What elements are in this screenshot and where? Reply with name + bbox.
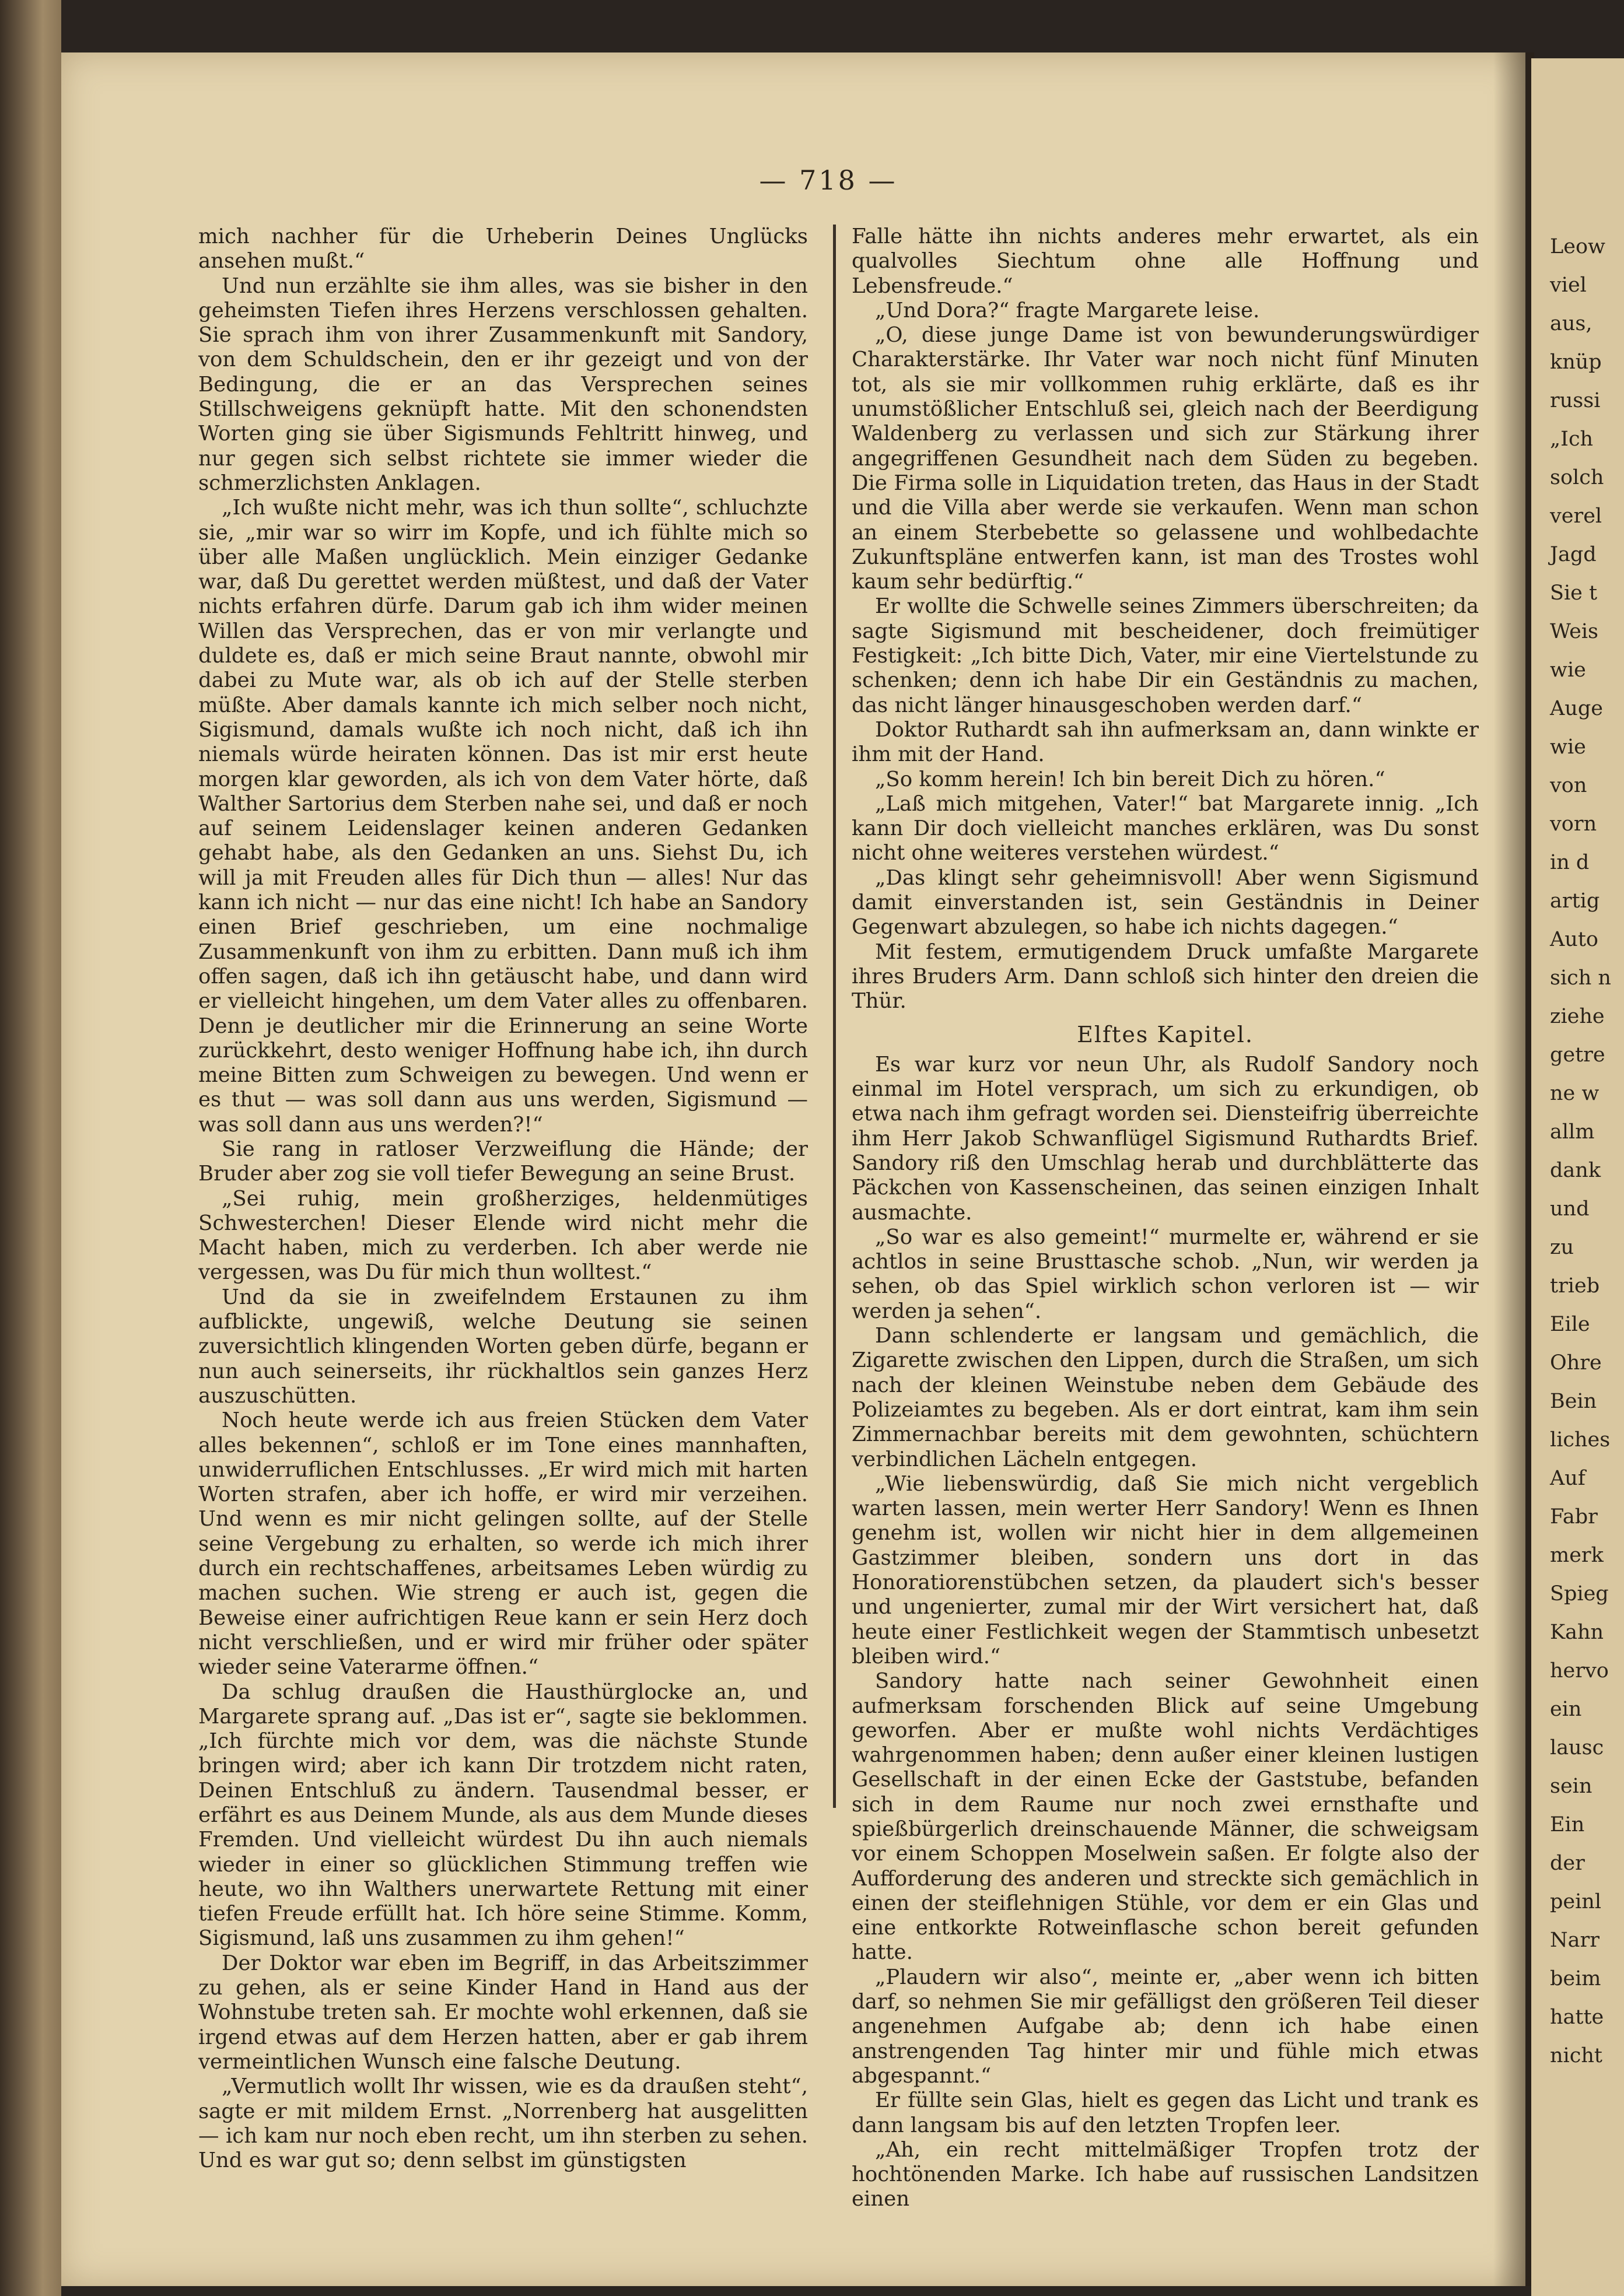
column-divider	[833, 225, 836, 1808]
adjacent-page-fragment: Bein	[1550, 1390, 1597, 1413]
adjacent-page-fragment: zu	[1550, 1236, 1574, 1259]
adjacent-page-fragment: Jagd	[1550, 543, 1597, 566]
adjacent-page-fragment: von	[1550, 774, 1587, 797]
adjacent-page-fragment: viel	[1550, 274, 1587, 297]
adjacent-page-fragment: allm	[1550, 1120, 1595, 1144]
adjacent-page-fragment: Auto	[1550, 928, 1598, 951]
adjacent-page-fragment: merk	[1550, 1544, 1604, 1567]
adjacent-page-fragment: Weis	[1550, 620, 1598, 643]
adjacent-page-fragment: sein	[1550, 1775, 1592, 1798]
paragraph: „Vermutlich wollt Ihr wissen, wie es da draußen steht“, sagte er mit mildem Ernst. „Norrenberg hat ausgelitten — ich kam nur noch eben recht, um ihn sterben zu sehen. Und es war gut so; denn selbst im günstigsten	[198, 2074, 808, 2173]
adjacent-page-fragment: liches	[1550, 1428, 1611, 1452]
right-text-column	[852, 225, 1479, 2212]
paragraph: „So komm herein! Ich bin bereit Dich zu hören.“	[875, 767, 1385, 791]
adjacent-page-fragment: lausc	[1550, 1736, 1604, 1759]
paragraph: „O, diese junge Dame ist von bewunderungswürdiger Charakterstärke. Ihr Vater war noch nicht fünf Minuten tot, als sie mir vollkommen ruhig erklärte, daß es ihr unumstößlicher Entschluß sei, gleich nach der Beerdigung Waldenberg zu verlassen und sich zur Stärkung ihrer angegriffenen Gesundheit nach dem Süden zu begeben. Die Firma solle in Liquidation treten, das Haus in der Stadt und die Villa aber werde sie verkaufen. Wenn man schon an einem Sterbebette so gelassene und wohlbedachte Zukunftspläne entwerfen kann, ist man des Trostes wohl kaum sehr bedürftig.“	[852, 323, 1479, 594]
paragraph: „Sei ruhig, mein großherziges, heldenmütiges Schwesterchen! Dieser Elende wird nicht mehr die Macht haben, mich zu verderben. Ich aber werde nie vergessen, was Du für mich thun wolltest.“	[198, 1186, 808, 1285]
adjacent-page-fragment: wie	[1550, 658, 1586, 682]
paragraph: Er füllte sein Glas, hielt es gegen das Licht und trank es dann langsam bis auf den letzten Tropfen leer.	[852, 2088, 1479, 2137]
adjacent-page-fragment: nicht	[1550, 2044, 1602, 2067]
adjacent-page-fragment: und	[1550, 1197, 1590, 1221]
adjacent-page-fragment: verel	[1550, 504, 1602, 528]
paragraph: Sie rang in ratloser Verzweiflung die Hände; der Bruder aber zog sie voll tiefer Bewegung an seine Brust.	[198, 1137, 808, 1186]
page-number: — 718 —	[759, 164, 898, 196]
paragraph: Er wollte die Schwelle seines Zimmers überschreiten; da sagte Sigismund mit bescheidener, doch freimütiger Festigkeit: „Ich bitte Dich, Vater, mir eine Viertelstunde zu schenken; denn ich habe Dir ein Geständnis zu machen, das nicht länger hinausgeschoben werden darf.“	[852, 594, 1479, 717]
adjacent-page-fragment: Spieg	[1550, 1582, 1609, 1606]
adjacent-page-fragment: beim	[1550, 1967, 1601, 1990]
paragraph: Dann schlenderte er langsam und gemächlich, die Zigarette zwischen den Lippen, durch die Straßen, um sich nach der kleinen Weinstube neben dem Gebäude des Polizeiamtes zu begeben. Als er dort eintrat, kam ihm sein Zimmernachbar bereits mit dem gewohnten, schüchtern verbindlichen Lächeln entgegen.	[852, 1324, 1479, 1471]
chapter-heading: Elftes Kapitel.	[1077, 1021, 1254, 1047]
adjacent-page-fragment: dank	[1550, 1159, 1601, 1182]
adjacent-page-fragment: Auge	[1550, 697, 1603, 720]
adjacent-page-fragment: Ein	[1550, 1813, 1585, 1836]
paragraph: „Ich wußte nicht mehr, was ich thun sollte“, schluchzte sie, „mir war so wirr im Kopfe, und ich fühlte mich so über alle Maßen unglücklich. Mein einziger Gedanke war, daß Du gerettet werden müßtest, und daß der Vater nichts erfahren dürfe. Darum gab ich ihm wider meinen Willen das Versprechen, das er von mir verlangte und duldete es, daß er mich seine Braut nannte, obwohl mir dabei zu Mute war, als ob ich auf der Stelle sterben müßte. Aber damals kannte ich mich selber noch nicht, Sigismund, damals wußte ich noch nicht, daß ich ihn niemals würde heiraten können. Das ist mir erst heute morgen klar geworden, als ich von dem Vater hörte, daß Walther Sartorius dem Sterben nahe sei, und daß er noch auf seinem Leidenslager keinen anderen Gedanken gehabt habe, als den Gedanken an uns. Siehst Du, ich will ja mit Freuden alles für Dich thun — alles! Nur das kann ich nicht — nur das eine nicht! Ich habe an Sandory einen Brief geschrieben, um eine nochmalige Zusammenkunft von ihm zu erbitten. Dann muß ich ihm offen sagen, daß ich ihn getäuscht habe, und dann wird er vielleicht hingehen, um dem Vater alles zu offenbaren. Denn je deutlicher mir die Erinnerung an seine Worte zurückkehrt, desto weniger Hoffnung habe ich, ihn durch meine Bitten zum Schweigen zu bewegen. Und wenn er es thut — was soll dann aus uns werden, Sigismund — was soll dann aus uns werden?!“	[198, 496, 808, 1137]
adjacent-page-fragment: Sie t	[1550, 581, 1598, 605]
paragraph: „Ah, ein recht mittelmäßiger Tropfen trotz der hochtönenden Marke. Ich habe auf russischen Landsitzen einen	[852, 2137, 1479, 2211]
paragraph: Falle hätte ihn nichts anderes mehr erwartet, als ein qualvolles Siechtum ohne alle Hoffnung und Lebensfreude.“	[852, 225, 1479, 298]
adjacent-page-fragment: peinl	[1550, 1890, 1602, 1913]
adjacent-page-fragment: der	[1550, 1852, 1585, 1875]
adjacent-page-fragment: in d	[1550, 851, 1590, 874]
paragraph: Da schlug draußen die Hausthürglocke an, und Margarete sprang auf. „Das ist er“, sagte sie beklommen. „Ich fürchte mich vor dem, was die nächste Stunde bringen wird; aber ich kann Dir trotzdem nicht raten, Deinen Entschluß zu ändern. Tausendmal besser, er erfährt es aus Deinem Munde, als aus dem Munde dieses Fremden. Und vielleicht würdest Du ihn auch niemals wieder in einer so glücklichen Stimmung treffen wie heute, wo ihn Walthers unerwartete Rettung mit einer tiefen Freude erfüllt hat. Ich höre seine Stimme. Komm, Sigismund, laß uns zusammen zu ihm gehen!“	[198, 1680, 808, 1951]
paragraph: „Wie liebenswürdig, daß Sie mich nicht vergeblich warten lassen, mein werter Herr Sandory! Wenn es Ihnen genehm ist, wollen wir nicht hier in dem allgemeinen Gastzimmer bleiben, sondern uns dort in das Honoratiorenstübchen setzen, da plaudert sich's besser und ungenierter, zumal mir der Wirt versichert hat, daß heute einer Festlichkeit wegen der Stammtisch unbesetzt bleiben wird.“	[852, 1471, 1479, 1668]
adjacent-page-fragment: vorn	[1550, 812, 1597, 836]
adjacent-page-fragment: sich n	[1550, 966, 1611, 990]
adjacent-page-fragment: aus,	[1550, 312, 1592, 335]
paragraph: „Laß mich mitgehen, Vater!“ bat Margarete innig. „Ich kann Dir doch vielleicht manches erklären, was Du sonst nicht ohne weiteres verstehen würdest.“	[852, 791, 1479, 865]
paragraph: Der Doktor war eben im Begriff, in das Arbeitszimmer zu gehen, als er seine Kinder Hand in Hand aus der Wohnstube treten sah. Er mochte wohl erkennen, daß sie irgend etwas auf dem Herzen hatten, aber er gab ihrem vermeintlichen Wunsch eine falsche Deutung.	[198, 1951, 808, 2074]
left-text-column	[198, 225, 808, 2173]
adjacent-page-fragment: Auf	[1550, 1467, 1586, 1490]
adjacent-page-fragment: solch	[1550, 466, 1604, 489]
adjacent-page-fragment: Kahn	[1550, 1621, 1604, 1644]
adjacent-page-fragment: Narr	[1550, 1929, 1600, 1952]
paragraph: Es war kurz vor neun Uhr, als Rudolf Sandory noch einmal im Hotel versprach, um sich zu erkundigen, ob etwa nach ihm gefragt worden sei. Diensteifrig überreichte ihm Herr Jakob Schwanflügel Sigismund Ruthardts Brief. Sandory riß den Umschlag herab und durchblätterte das Päckchen von Kassenscheinen, das seinen einzigen Inhalt ausmachte.	[852, 1052, 1479, 1225]
adjacent-page-fragment: Fabr	[1550, 1505, 1598, 1529]
paragraph: Mit festem, ermutigendem Druck umfaßte Margarete ihres Bruders Arm. Dann schloß sich hinter den dreien die Thür.	[852, 940, 1479, 1014]
adjacent-page-fragment: Eile	[1550, 1313, 1590, 1336]
paragraph: Noch heute werde ich aus freien Stücken dem Vater alles bekennen“, schloß er im Tone eines mannhaften, unwiderruflichen Entschlusses. „Er wird mich mit harten Worten strafen, aber ich hoffe, er wird mir verzeihen. Und wenn es mir nicht gelingen sollte, auf der Stelle seine Vergebung zu erhalten, so werde ich mich ihrer durch ein rechtschaffenes, arbeitsames Leben würdig zu machen suchen. Wie streng er auch ist, gegen die Beweise einer aufrichtigen Reue kann er sein Herz doch nicht verschließen, und er wird mir früher oder später wieder seine Vaterarme öffnen.“	[198, 1408, 808, 1680]
adjacent-page-fragment: trieb	[1550, 1274, 1600, 1298]
adjacent-page-edge	[1531, 58, 1624, 2296]
adjacent-page-fragment: ne w	[1550, 1082, 1600, 1105]
adjacent-page-fragment: russi	[1550, 389, 1601, 412]
paragraph: Doktor Ruthardt sah ihn aufmerksam an, dann winkte er ihm mit der Hand.	[852, 717, 1479, 767]
adjacent-page-fragment: hatte	[1550, 2006, 1604, 2029]
paragraph: „Plaudern wir also“, meinte er, „aber wenn ich bitten darf, so nehmen Sie mir gefälligst den größeren Teil dieser angenehmen Aufgabe ab; denn ich habe einen anstrengenden Tag hinter mir und fühle mich etwas abgespannt.“	[852, 1965, 1479, 2088]
adjacent-page-fragment: hervo	[1550, 1659, 1609, 1682]
adjacent-page-fragment: knüp	[1550, 350, 1602, 374]
adjacent-page-fragment: Leow	[1550, 235, 1605, 258]
adjacent-page-fragment: Ohre	[1550, 1351, 1602, 1375]
paragraph: Sandory hatte nach seiner Gewohnheit einen aufmerksam forschenden Blick auf seine Umgebung geworfen. Aber er mußte wohl nichts Verdächtiges wahrgenommen haben; denn außer einer kleinen lustigen Gesellschaft in der einen Ecke der Gaststube, befanden sich in dem Raume nur noch zwei ernsthafte und spießbürgerlich dreinschauende Männer, die schweigsam vor einem Schoppen Moselwein saßen. Er folgte also der Aufforderung des anderen und streckte sich gemächlich in einen der steiflehnigen Stühle, vor dem er ein Glas und eine entkorkte Rotweinflasche schon bereit gefunden hatte.	[852, 1669, 1479, 1965]
paragraph: Und nun erzählte sie ihm alles, was sie bisher in den geheimsten Tiefen ihres Herzens verschlossen gehalten. Sie sprach ihm von ihrer Zusammenkunft mit Sandory, von dem Schuldschein, den er ihr gezeigt und von der Bedingung, die er an das Versprechen seines Stillschweigens geknüpft hatte. Mit den schonendsten Worten ging sie über Sigismunds Fehltritt hinweg, und nur gegen sich selbst richtete sie immer wieder die schmerzlichsten Anklagen.	[198, 274, 808, 495]
adjacent-page-fragment: ziehe	[1550, 1005, 1605, 1028]
paragraph: Und da sie in zweifelndem Erstaunen zu ihm aufblickte, ungewiß, welche Deutung sie seinen zuversichtlich klingenden Worten geben dürfe, begann er nun auch seinerseits, ihr rückhaltlos sein ganzes Herz auszuschütten.	[198, 1285, 808, 1408]
adjacent-page-fragment: getre	[1550, 1043, 1605, 1067]
paragraph: mich nachher für die Urheberin Deines Unglücks ansehen mußt.“	[198, 225, 808, 274]
adjacent-page-fragment: artig	[1550, 889, 1600, 913]
paragraph: „Das klingt sehr geheimnisvoll! Aber wenn Sigismund damit einverstanden ist, sein Geständnis in Deiner Gegenwart abzulegen, so habe ich nichts dagegen.“	[852, 865, 1479, 940]
paragraph: „So war es also gemeint!“ murmelte er, während er sie achtlos in seine Brusttasche schob. „Nun, wir werden ja sehen, ob das Spiel wirklich schon verloren ist — wir werden ja sehen“.	[852, 1225, 1479, 1323]
paragraph: „Und Dora?“ fragte Margarete leise.	[875, 298, 1260, 323]
adjacent-page-fragment: ein	[1550, 1698, 1582, 1721]
adjacent-page-fragment: wie	[1550, 735, 1586, 759]
book-binding-edge	[0, 0, 61, 2296]
gutter-shadow	[1493, 52, 1534, 2286]
adjacent-page-fragment: „Ich	[1550, 427, 1594, 451]
